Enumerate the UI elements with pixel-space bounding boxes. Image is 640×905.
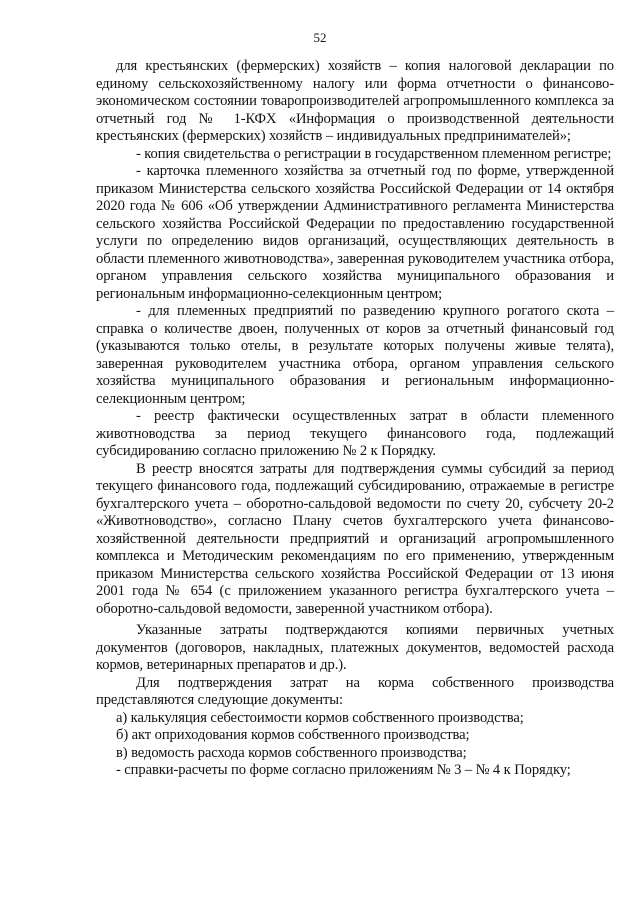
list-item-feed-consumption-sheet: в) ведомость расхода кормов собственного производства; [116,744,467,761]
document-body [96,58,614,780]
paragraph-registry-contents: В реестр вносятся затраты для подтверждения суммы субсидий за период текущего финансового года, подлежащий субсидированию, отражаемые в регистре бухгалтерского учета – оборотно-сальдовой ведомости по счету 20, субсчету 20-2 «Животноводство», согласно Плану счетов бухгалтерского учета финансово-хозяйственной деятельности предприятий и организаций агропромышленного комплекса и Методическим рекомендациям по его применению, утвержденным приказом Министерства сельского хозяйства Российской Федерации от 13 июня 2001 года № 654 (с приложением указанного регистра бухгалтерского учета – оборотно-сальдовой ведомости, заверенной участником отбора). [96,460,614,617]
list-item-calculation-certificates: - справки-расчеты по форме согласно приложениям № 3 – № 4 к Порядку; [116,762,571,778]
list-item-feed-costing: а) калькуляция себестоимости кормов собственного производства; [116,709,524,726]
paragraph-breeding-card: - карточка племенного хозяйства за отчетный год по форме, утвержденной приказом Министерства сельского хозяйства Российской Федерации от 14 октября 2020 года № 606 «Об утверждении Административного регламента Министерства сельского хозяйства Российской Федерации по предоставлению государственной услуги по определению видов организаций, осуществляющих деятельность в области племенного животноводства», заверенная руководителем участника отбора, органом управления сельского хозяйства муниципального образования и региональным информационно-селекционным центром; [96,163,614,302]
paragraph-costs-registry: - реестр фактически осуществленных затрат в области племенного животноводства за период текущего финансового года, подлежащий субсидированию согласно приложению № 2 к Порядку. [96,408,614,459]
page-number: 52 [313,30,327,45]
paragraph-feed-documents-intro: Для подтверждения затрат на корма собственного производства представляются следующие документы: [96,674,614,708]
paragraph-primary-documents: Указанные затраты подтверждаются копиями первичных учетных документов (договоров, накладных, платежных документов, ведомостей расхода кормов, ветеринарных препаратов и др.). [96,622,614,673]
paragraph-twins-certificate: - для племенных предприятий по разведению крупного рогатого скота – справка о количестве двоен, полученных от коров за отчетный финансовый год (указываются только отелы, в результате которых получены живые телята), заверенная руководителем участника отбора, органом управления сельского хозяйства муниципального образования и региональным информационно-селекционным центром; [96,303,614,407]
paragraph-registry-certificate: - копия свидетельства о регистрации в государственном племенном регистре; [136,145,612,162]
paragraph-declaration: для крестьянских (фермерских) хозяйств – копия налоговой декларации по единому сельскохозяйственному налогу или форма отчетности о финансово-экономическом состоянии товаропроизводителей агропромышленного комплекса за отчетный год № 1-КФХ «Информация о производственной деятельности крестьянских (фермерских) хозяйств – индивидуальных предпринимателей»; [96,58,614,144]
list-item-feed-receipt-act: б) акт оприходования кормов собственного производства; [116,727,470,743]
